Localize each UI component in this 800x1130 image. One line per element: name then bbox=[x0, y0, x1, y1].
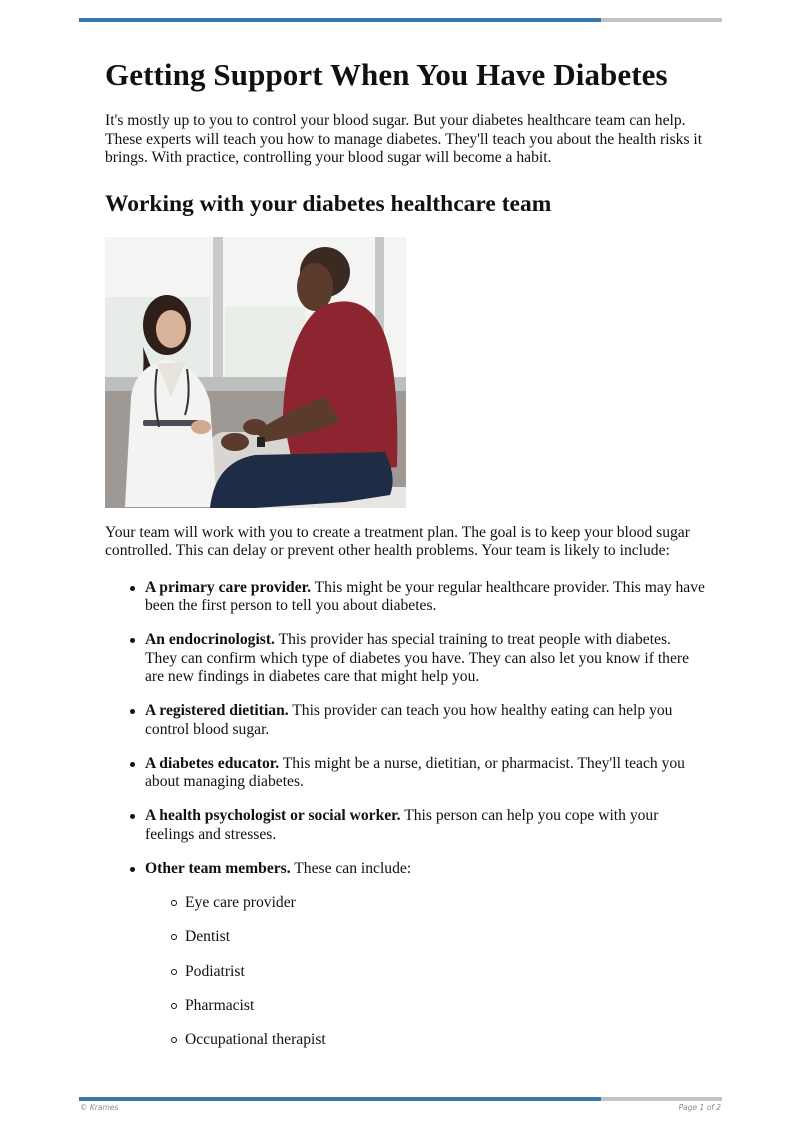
sub-list-item: Podiatrist bbox=[185, 963, 705, 982]
sub-list-item: Occupational therapist bbox=[185, 1031, 705, 1050]
list-item-desc: This might be a nurse, dietitian, or pharmacist. They'll teach you about managing diabetes. bbox=[145, 754, 685, 790]
photo-illustration bbox=[105, 237, 406, 508]
sub-list-item: Dentist bbox=[185, 928, 705, 947]
list-item-endocrinologist bbox=[145, 631, 705, 687]
team-paragraph: Your team will work with you to create a treatment plan. The goal is to keep your blood sugar controlled. This can delay or prevent other health problems. Your team is likely to include: bbox=[105, 523, 690, 559]
footer-rule-accent bbox=[79, 1097, 601, 1101]
header-rule-accent bbox=[79, 18, 601, 22]
sub-list-item: Eye care provider bbox=[185, 894, 705, 913]
header-rule bbox=[79, 18, 722, 22]
list-item-other-members bbox=[145, 860, 705, 1050]
list-item-term: A diabetes educator. bbox=[145, 754, 280, 772]
footer-page-number: Page 1 of 2 bbox=[678, 1103, 721, 1112]
footer-copyright: © Krames bbox=[80, 1103, 119, 1112]
list-item-desc: These can include: bbox=[290, 859, 412, 877]
doctor-patient-photo bbox=[105, 237, 406, 508]
list-item-desc: This might be your regular healthcare provider. This may have been the first person to tell you about diabetes. bbox=[145, 578, 705, 614]
other-members-list bbox=[145, 894, 705, 1050]
list-item-term: An endocrinologist. bbox=[145, 631, 275, 648]
section-heading: Working with your diabetes healthcare team bbox=[105, 190, 552, 217]
list-item-term: Other team members. bbox=[145, 859, 291, 877]
list-item-desc: This provider has special training to treat people with diabetes. They can confirm which type of diabetes you have. They can also let you know if there are new findings in diabetes care that might help you. bbox=[145, 631, 690, 685]
team-members-list bbox=[105, 579, 705, 1050]
list-item-term: A primary care provider. bbox=[145, 578, 312, 596]
list-item-term: A registered dietitian. bbox=[145, 702, 289, 719]
sub-list-item: Pharmacist bbox=[185, 997, 705, 1016]
list-item-primary-care bbox=[145, 579, 705, 616]
page-title: Getting Support When You Have Diabetes bbox=[105, 57, 668, 92]
list-item-desc: This person can help you cope with your feelings and stresses. bbox=[145, 807, 659, 843]
list-item-psychologist bbox=[145, 807, 705, 844]
header-rule-track bbox=[601, 18, 722, 22]
list-item-diabetes-educator bbox=[145, 755, 705, 792]
list-item-term: A health psychologist or social worker. bbox=[145, 807, 401, 824]
document-body bbox=[105, 52, 705, 1065]
list-item-desc: This provider can teach you how healthy eating can help you control blood sugar. bbox=[145, 702, 673, 738]
footer-rule bbox=[79, 1097, 722, 1101]
intro-paragraph: It's mostly up to you to control your blood sugar. But your diabetes healthcare team can help. These experts will teach you how to manage diabetes. They'll teach you about the health risks it brings. With practice, controlling your blood sugar will become a habit. bbox=[105, 112, 703, 166]
footer-rule-track bbox=[601, 1097, 722, 1101]
list-item-dietitian bbox=[145, 702, 705, 739]
